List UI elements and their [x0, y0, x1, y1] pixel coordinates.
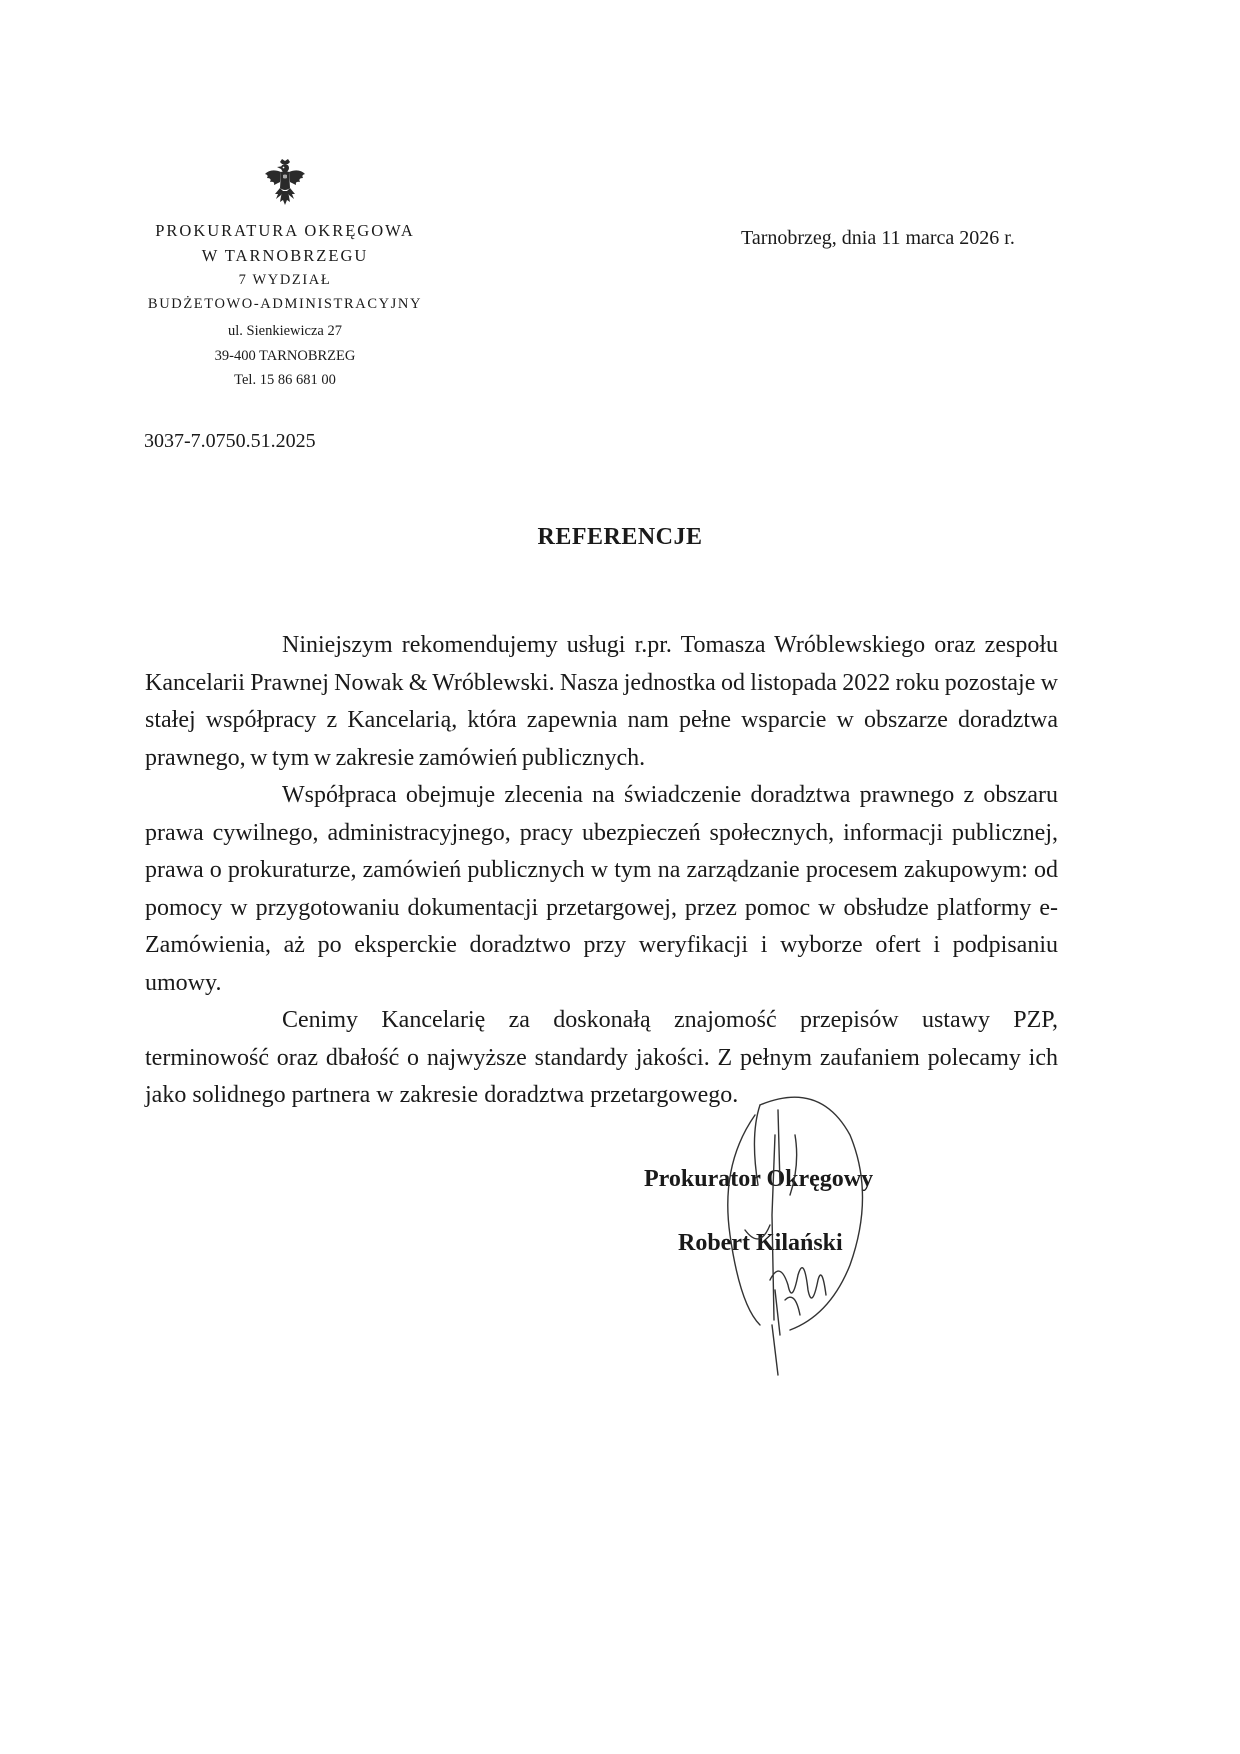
sender-block [120, 218, 450, 393]
postal-city: 39-400 TARNOBRZEG [214, 347, 356, 364]
paragraph-cooperation-scope: Współpraca obejmuje zlecenia na świadczenie doradztwa prawnego z obszaru prawa cywilnego, administracyjnego, pracy ubezpieczeń społecznych, informacji publicznej, prawa o prokuraturze, zamówień publicznych w tym na zarządzanie procesem zakupowym: od pomocy w przygotowaniu dokumentacji przetargowej, przez pomoc w obsłudze platformy e-Zamówienia, aż po eksperckie doradztwo przy weryfikacji i wyborze ofert i podpisaniu umowy. [145, 782, 1058, 996]
letter-body [145, 627, 1058, 1115]
paragraph-appreciation: Cenimy Kancelarię za doskonałą znajomość przepisów ustawy PZP, terminowość oraz dbałość o najwyższe standardy jakości. Z pełnym zaufaniem polecamy ich jako solidnego partnera w zakresie doradztwa przetargowego. [145, 1007, 1058, 1108]
department-line1: 7 WYDZIAŁ [238, 272, 332, 288]
department-line2: BUDŻETOWO-ADMINISTRACYJNY [147, 296, 423, 312]
signatory-role: Prokurator Okręgowy [644, 1166, 874, 1192]
institution-name-line1: PROKURATURA OKRĘGOWA [155, 221, 415, 240]
document-title: REFERENCJE [537, 524, 703, 550]
institution-name-line2: W TARNOBRZEGU [201, 246, 369, 265]
paragraph-recommendation: Niniejszym rekomendujemy usługi r.pr. Tomasza Wróblewskiego oraz zespołu Kancelarii Prawnej Nowak & Wróblewski. Nasza jednostka od listopada 2022 roku pozostaje w stałej współpracy z Kancelarią, która zapewnia nam pełne wsparcie w obszarze doradztwa prawnego, w tym w zakresie zamówień publicznych. [145, 632, 1058, 771]
case-reference-number: 3037-7.0750.51.2025 [144, 430, 316, 452]
signatory-name: Robert Kilański [678, 1230, 843, 1256]
street-address: ul. Sienkiewicza 27 [228, 323, 342, 339]
place-and-date: Tarnobrzeg, dnia 11 marca 2026 r. [741, 227, 1015, 249]
phone-number: Tel. 15 86 681 00 [234, 372, 336, 388]
polish-eagle-emblem-icon [263, 158, 307, 208]
